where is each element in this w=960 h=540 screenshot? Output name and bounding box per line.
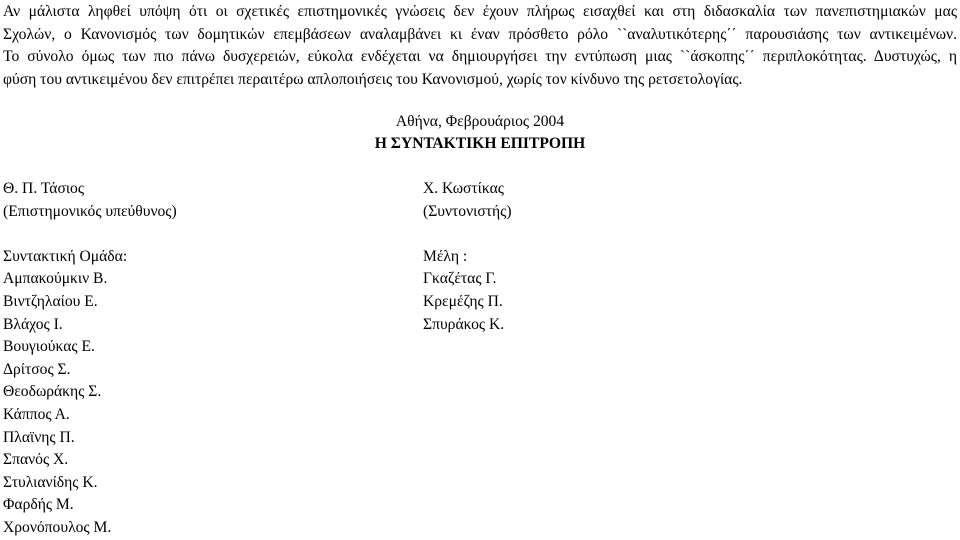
spacer (423, 223, 512, 246)
committee-title: Η ΣΥΝΤΑΚΤΙΚΗ ΕΠΙΤΡΟΠΗ (374, 135, 586, 152)
team-member-name: Πλαϊνης Π. (3, 428, 75, 446)
team-member-name: Κάππος Α. (3, 405, 70, 423)
team-member-name: Θεοδωράκης Σ. (3, 383, 102, 401)
team-member-name: Βλάχος Ι. (3, 315, 63, 333)
team-member-name: Δρίτσος Σ. (3, 360, 71, 378)
members-list (423, 268, 512, 336)
left-column (3, 178, 177, 540)
intro-line: φύση του αντικειμένου δεν επιτρέπει περαιτέρω απλοποιήσεις του Κανονισμού, χωρίς τον κίνδυνο της ρετσετολογίας. (3, 70, 743, 88)
scientific-lead-role: (Επιστημονικός υπεύθυνος) (3, 202, 177, 220)
coordinator-name: Χ. Κωστίκας (423, 180, 504, 197)
intro-line: Σχολών, ο Κανονισμός των δομητικών επεμβάσεων αναλαμβάνει κι έναν πρόσθετο ρόλο ``αναλυτικότερης΄΄ παρουσιάσης των αντικειμένων. (3, 25, 957, 43)
team-label: Συντακτική Ομάδα: (3, 247, 128, 265)
place-date: Αθήνα, Φεβρουάριος 2004 (395, 113, 565, 130)
team-member-name: Στυλιανίδης Κ. (3, 473, 98, 491)
committee-member-name: Κρεμέζης Π. (423, 292, 503, 310)
team-member-name: Αμπακούμκιν Β. (3, 270, 108, 288)
committee-member-name: Σπυράκος Κ. (423, 315, 505, 333)
team-list (3, 268, 177, 539)
team-member-name: Βουγιούκας Ε. (3, 338, 95, 356)
committee-member-name: Γκαζέτας Γ. (423, 270, 497, 288)
team-member-name: Βιντζηλαίου Ε. (3, 292, 98, 310)
intro-paragraph (3, 1, 957, 91)
coordinator-role: (Συντονιστής) (423, 202, 512, 220)
team-member-name: Φαρδής Μ. (3, 496, 74, 514)
right-column (423, 178, 512, 336)
intro-line: Το σύνολο όμως των πιο πάνω δυσχερειών, εύκολα ενδέχεται να δημιουργήσει την εντύπωση μιας ``άσκοπης΄΄ περιπλοκότητας. Δυστυχώς, η (3, 48, 957, 65)
scientific-lead-name: Θ. Π. Τάσιος (3, 180, 85, 197)
spacer (3, 223, 177, 246)
members-label: Μέλη : (423, 247, 468, 265)
team-member-name: Χρονόπουλος Μ. (3, 518, 112, 536)
team-member-name: Σπανός Χ. (3, 451, 69, 469)
intro-line: Αν μάλιστα ληφθεί υπόψη ότι οι σχετικές επιστημονικές γνώσεις δεν έχουν πλήρως εισαχθεί και στη διδασκαλία των πανεπιστημιακών μας (3, 3, 957, 20)
